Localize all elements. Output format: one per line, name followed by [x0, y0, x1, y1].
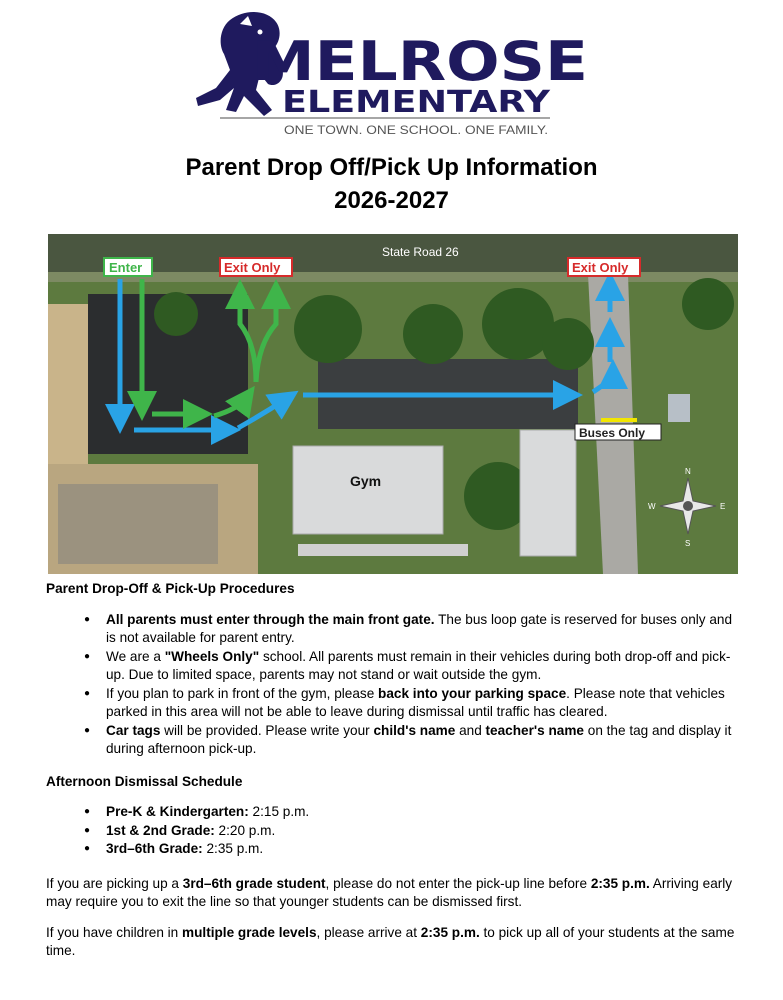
gym-label: Gym — [350, 473, 382, 489]
list-item: ● All parents must enter through the main front gate. The bus loop gate is reserved for buses only and is not available for parent entry. — [106, 611, 736, 648]
list-item: ● We are a "Wheels Only" school. All parents must remain in their vehicles during both drop-off and pick-up. Due to limited space, parents may not stand or wait outside the gym. — [106, 648, 736, 685]
page-title: Parent Drop Off/Pick Up Information — [185, 154, 598, 181]
list-item: ● 1st & 2nd Grade: 2:20 p.m. — [106, 822, 736, 841]
svg-text:N: N — [685, 467, 691, 476]
enter-label: Enter — [109, 260, 143, 275]
procedures-heading: Parent Drop-Off & Pick-Up Procedures — [46, 581, 295, 596]
logo-tagline: ONE TOWN. ONE SCHOOL. ONE FAMILY. — [284, 123, 548, 137]
svg-text:W: W — [648, 502, 656, 511]
gym-building — [293, 446, 443, 534]
procedures-content — [46, 580, 736, 961]
svg-text:S: S — [685, 539, 691, 548]
bus-gate-marker — [601, 418, 637, 422]
dismissal-list — [46, 803, 736, 859]
note-multiple-grades: If you have children in multiple grade levels, please arrive at 2:35 p.m. to pick up all of your students at the same time. — [46, 924, 735, 958]
list-item: ● Car tags will be provided. Please write your child's name and teacher's name on the tag and display it during afternoon pick-up. — [106, 722, 736, 759]
road-label: State Road 26 — [382, 245, 459, 259]
list-item: ● Pre-K & Kindergarten: 2:15 p.m. — [106, 803, 736, 822]
buses-only-label: Buses Only — [579, 426, 646, 440]
school-building — [520, 430, 576, 556]
dismissal-heading: Afternoon Dismissal Schedule — [46, 773, 243, 789]
exit-label-right: Exit Only — [572, 260, 629, 275]
traffic-map — [48, 234, 738, 574]
list-item: ● If you plan to park in front of the gym, please back into your parking space. Please note that vehicles parked in this area will not be able to leave during dismissal until traffic has cleared. — [106, 685, 736, 722]
procedures-list — [46, 611, 736, 759]
logo-name-bottom: ELEMENTARY — [282, 85, 552, 120]
list-item: ● 3rd–6th Grade: 2:35 p.m. — [106, 840, 736, 859]
note-upper-grades: If you are picking up a 3rd–6th grade student, please do not enter the pick-up line before 2:35 p.m. Arriving early may require you to exit the line so that younger students can be dismissed first. — [46, 875, 733, 909]
exit-label-left: Exit Only — [224, 260, 281, 275]
school-logo — [190, 8, 590, 138]
svg-text:E: E — [720, 502, 726, 511]
logo-name-top: MELROSE — [252, 30, 588, 93]
school-year: 2026-2027 — [334, 187, 449, 214]
